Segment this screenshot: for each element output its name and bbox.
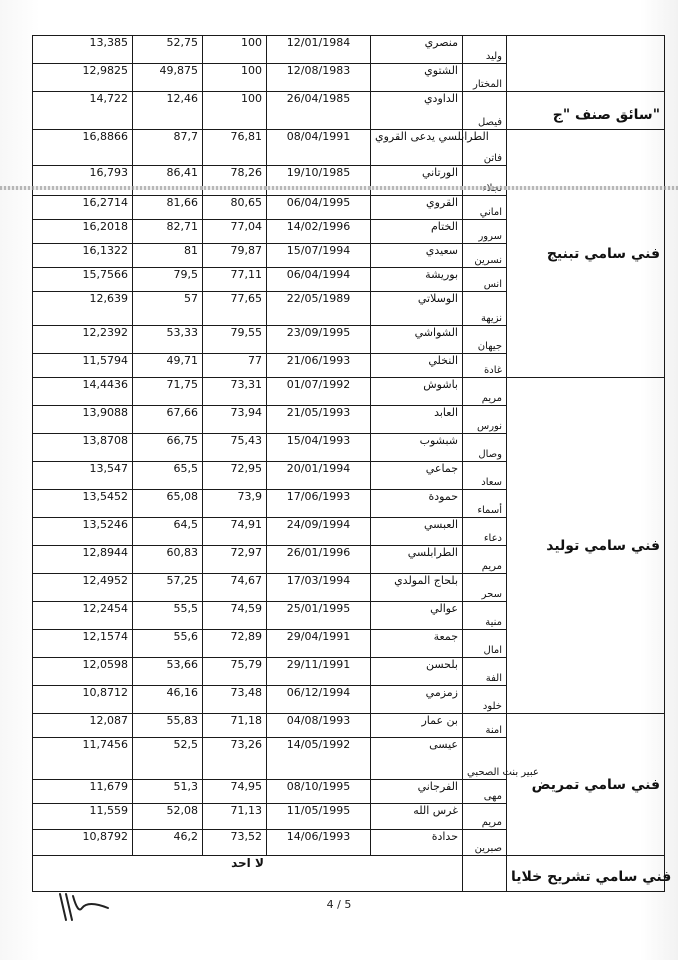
birth-date-cell: 06/04/1994 <box>267 268 371 292</box>
score-cell: 13,385 <box>33 36 133 64</box>
first-avg-cell: 72,95 <box>203 462 267 490</box>
first-name-cell: أسماء <box>463 490 507 518</box>
first-avg-cell: 73,26 <box>203 738 267 780</box>
table-row <box>33 378 665 406</box>
score-cell: 12,2454 <box>33 602 133 630</box>
birth-date-cell: 23/09/1995 <box>267 326 371 354</box>
birth-date-cell: 17/06/1993 <box>267 490 371 518</box>
score-cell: 12,8944 <box>33 546 133 574</box>
last-name-cell: جمعة <box>371 630 463 658</box>
score-cell: 14,4436 <box>33 378 133 406</box>
second-avg-cell: 55,5 <box>133 602 203 630</box>
first-avg-cell: 73,52 <box>203 830 267 856</box>
first-name-cell: مهى <box>463 780 507 804</box>
second-avg-cell: 65,08 <box>133 490 203 518</box>
second-avg-cell: 87,7 <box>133 130 203 166</box>
birth-date-cell: 04/08/1993 <box>267 714 371 738</box>
last-name-cell: الشتوي <box>371 64 463 92</box>
second-avg-cell: 52,75 <box>133 36 203 64</box>
table-row <box>33 130 665 166</box>
first-name-cell: نزيهة <box>463 292 507 326</box>
score-cell: 12,9825 <box>33 64 133 92</box>
birth-date-cell: 14/06/1993 <box>267 830 371 856</box>
score-cell: 12,0598 <box>33 658 133 686</box>
second-avg-cell: 57,25 <box>133 574 203 602</box>
second-avg-cell: 81 <box>133 244 203 268</box>
second-avg-cell: 86,41 <box>133 166 203 196</box>
first-avg-cell: 100 <box>203 36 267 64</box>
first-name-cell: سحر <box>463 574 507 602</box>
birth-date-cell: 08/04/1991 <box>267 130 371 166</box>
birth-date-cell: 06/04/1995 <box>267 196 371 220</box>
second-avg-cell: 65,5 <box>133 462 203 490</box>
first-avg-cell: 76,81 <box>203 130 267 166</box>
birth-date-cell: 22/05/1989 <box>267 292 371 326</box>
second-avg-cell: 79,5 <box>133 268 203 292</box>
birth-date-cell: 24/09/1994 <box>267 518 371 546</box>
first-name-cell: مريم <box>463 378 507 406</box>
score-cell: 11,7456 <box>33 738 133 780</box>
last-name-cell: بلحسن <box>371 658 463 686</box>
last-name-cell: باشوش <box>371 378 463 406</box>
last-name-cell: شبشوب <box>371 434 463 462</box>
first-avg-cell: 79,55 <box>203 326 267 354</box>
second-avg-cell: 46,16 <box>133 686 203 714</box>
birth-date-cell: 06/12/1994 <box>267 686 371 714</box>
first-avg-cell: 75,43 <box>203 434 267 462</box>
birth-date-cell: 08/10/1995 <box>267 780 371 804</box>
category-cell <box>507 36 665 92</box>
second-avg-cell: 52,08 <box>133 804 203 830</box>
score-cell: 10,8712 <box>33 686 133 714</box>
first-name-cell: المختار <box>463 64 507 92</box>
first-name-cell: نسرين <box>463 244 507 268</box>
score-cell: 14,722 <box>33 92 133 130</box>
second-avg-cell: 53,66 <box>133 658 203 686</box>
second-avg-cell: 81,66 <box>133 196 203 220</box>
category-cell: فني سامي تمريض <box>507 714 665 856</box>
second-avg-cell: 46,2 <box>133 830 203 856</box>
first-name-cell: سعاد <box>463 462 507 490</box>
second-avg-cell: 71,75 <box>133 378 203 406</box>
first-avg-cell: 73,48 <box>203 686 267 714</box>
score-cell: 13,5246 <box>33 518 133 546</box>
last-name-cell: غرس الله <box>371 804 463 830</box>
first-name-cell: انس <box>463 268 507 292</box>
second-avg-cell: 82,71 <box>133 220 203 244</box>
first-name-cell: منية <box>463 602 507 630</box>
first-avg-cell: 80,65 <box>203 196 267 220</box>
results-table <box>32 35 672 892</box>
score-cell: 12,4952 <box>33 574 133 602</box>
last-name-cell: منصري <box>371 36 463 64</box>
first-avg-cell: 72,97 <box>203 546 267 574</box>
first-name-cell <box>463 856 507 892</box>
first-avg-cell: 74,59 <box>203 602 267 630</box>
score-cell: 16,793 <box>33 166 133 196</box>
second-avg-cell: 66,75 <box>133 434 203 462</box>
table-row <box>33 856 665 892</box>
second-avg-cell: 12,46 <box>133 92 203 130</box>
last-name-cell: بوريشة <box>371 268 463 292</box>
first-avg-cell: 79,87 <box>203 244 267 268</box>
first-name-cell: خلود <box>463 686 507 714</box>
second-avg-cell: 53,33 <box>133 326 203 354</box>
last-name-cell: جماعي <box>371 462 463 490</box>
last-name-cell: الورتاني <box>371 166 463 196</box>
birth-date-cell: 17/03/1994 <box>267 574 371 602</box>
second-avg-cell: 55,83 <box>133 714 203 738</box>
first-name-cell: دعاء <box>463 518 507 546</box>
first-name-cell: وليد <box>463 36 507 64</box>
last-name-cell: سعيدي <box>371 244 463 268</box>
category-cell: فني سامي توليد <box>507 378 665 714</box>
second-avg-cell: 49,71 <box>133 354 203 378</box>
second-avg-cell: 55,6 <box>133 630 203 658</box>
birth-date-cell: 14/05/1992 <box>267 738 371 780</box>
category-cell: فني سامي تبنيج <box>507 130 665 378</box>
first-avg-cell: 72,89 <box>203 630 267 658</box>
first-name-cell: وصال <box>463 434 507 462</box>
first-avg-cell: 74,95 <box>203 780 267 804</box>
last-name-cell: الطرابلسي <box>371 546 463 574</box>
first-name-cell: فيصل <box>463 92 507 130</box>
first-name-cell: جيهان <box>463 326 507 354</box>
score-cell: 16,2714 <box>33 196 133 220</box>
table-row <box>33 36 665 64</box>
first-name-cell: سرور <box>463 220 507 244</box>
second-avg-cell: 52,5 <box>133 738 203 780</box>
first-name-cell <box>463 166 507 196</box>
last-name-cell: النخلي <box>371 354 463 378</box>
first-name-cell: فاتن <box>463 130 507 166</box>
first-avg-cell: 71,13 <box>203 804 267 830</box>
last-name-cell: عيسى <box>371 738 463 780</box>
birth-date-cell: 29/04/1991 <box>267 630 371 658</box>
first-name-cell: امنة <box>463 714 507 738</box>
birth-date-cell: 12/08/1983 <box>267 64 371 92</box>
no-candidate-cell: لا احد <box>33 856 463 892</box>
first-avg-cell: 74,91 <box>203 518 267 546</box>
scan-artifact-line <box>0 186 678 190</box>
birth-date-cell: 21/05/1993 <box>267 406 371 434</box>
second-avg-cell: 67,66 <box>133 406 203 434</box>
birth-date-cell: 26/04/1985 <box>267 92 371 130</box>
last-name-cell: العابد <box>371 406 463 434</box>
score-cell: 11,5794 <box>33 354 133 378</box>
last-name-cell: الوسلاتي <box>371 292 463 326</box>
last-name-cell: حدادة <box>371 830 463 856</box>
first-name-cell: اماني <box>463 196 507 220</box>
birth-date-cell: 12/01/1984 <box>267 36 371 64</box>
score-cell: 12,087 <box>33 714 133 738</box>
birth-date-cell: 14/02/1996 <box>267 220 371 244</box>
category-cell: سائق صنف "ج" <box>507 92 665 130</box>
score-cell: 13,8708 <box>33 434 133 462</box>
score-cell: 16,8866 <box>33 130 133 166</box>
score-cell: 16,2018 <box>33 220 133 244</box>
first-avg-cell: 100 <box>203 92 267 130</box>
score-cell: 12,2392 <box>33 326 133 354</box>
score-cell: 11,679 <box>33 780 133 804</box>
birth-date-cell: 01/07/1992 <box>267 378 371 406</box>
score-cell: 15,7566 <box>33 268 133 292</box>
first-avg-cell: 71,18 <box>203 714 267 738</box>
first-avg-cell: 78,26 <box>203 166 267 196</box>
first-name-cell: صبرين <box>463 830 507 856</box>
score-cell: 12,639 <box>33 292 133 326</box>
first-avg-cell: 73,31 <box>203 378 267 406</box>
first-name-cell: نورس <box>463 406 507 434</box>
birth-date-cell: 15/04/1993 <box>267 434 371 462</box>
first-name-cell: امال <box>463 630 507 658</box>
birth-date-cell: 21/06/1993 <box>267 354 371 378</box>
results-table-body <box>33 36 672 892</box>
second-avg-cell: 49,875 <box>133 64 203 92</box>
last-name-cell: حمودة <box>371 490 463 518</box>
first-avg-cell: 100 <box>203 64 267 92</box>
score-cell: 13,5452 <box>33 490 133 518</box>
second-avg-cell: 57 <box>133 292 203 326</box>
birth-date-cell: 25/01/1995 <box>267 602 371 630</box>
last-name-cell: الطرابلسي يدعى القروي <box>371 130 463 166</box>
score-cell: 11,559 <box>33 804 133 830</box>
first-name-cell: الفة <box>463 658 507 686</box>
birth-date-cell: 15/07/1994 <box>267 244 371 268</box>
first-name-cell: مريم <box>463 546 507 574</box>
first-avg-cell: 77,11 <box>203 268 267 292</box>
last-name-cell: القروي <box>371 196 463 220</box>
birth-date-cell: 20/01/1994 <box>267 462 371 490</box>
birth-date-cell: 29/11/1991 <box>267 658 371 686</box>
last-name-cell: الختام <box>371 220 463 244</box>
last-name-cell: عوالي <box>371 602 463 630</box>
last-name-cell: الفرجاني <box>371 780 463 804</box>
second-avg-cell: 60,83 <box>133 546 203 574</box>
second-avg-cell: 64,5 <box>133 518 203 546</box>
first-avg-cell: 77,65 <box>203 292 267 326</box>
last-name-cell: الشواشي <box>371 326 463 354</box>
last-name-cell: الداودي <box>371 92 463 130</box>
first-avg-cell: 77,04 <box>203 220 267 244</box>
second-avg-cell: 51,3 <box>133 780 203 804</box>
first-name-cell: عبير بنت الصحبي <box>463 738 507 780</box>
birth-date-cell: 26/01/1996 <box>267 546 371 574</box>
last-name-cell: بلحاج المولدي <box>371 574 463 602</box>
birth-date-cell: 11/05/1995 <box>267 804 371 830</box>
table-row <box>33 714 665 738</box>
last-name-cell: العبسي <box>371 518 463 546</box>
score-cell: 12,1574 <box>33 630 133 658</box>
first-avg-cell: 75,79 <box>203 658 267 686</box>
first-name-cell: غادة <box>463 354 507 378</box>
first-avg-cell: 74,67 <box>203 574 267 602</box>
birth-date-cell: 19/10/1985 <box>267 166 371 196</box>
last-name-cell: بن عمار <box>371 714 463 738</box>
first-avg-cell: 77 <box>203 354 267 378</box>
first-avg-cell: 73,9 <box>203 490 267 518</box>
score-cell: 10,8792 <box>33 830 133 856</box>
first-name-cell: مريم <box>463 804 507 830</box>
last-name-cell: زمزمي <box>371 686 463 714</box>
first-avg-cell: 73,94 <box>203 406 267 434</box>
table-row <box>33 92 665 130</box>
score-cell: 16,1322 <box>33 244 133 268</box>
page-number: 4 / 5 <box>326 898 352 911</box>
score-cell: 13,9088 <box>33 406 133 434</box>
category-cell: فني سامي تشريح خلايا <box>507 856 665 892</box>
score-cell: 13,547 <box>33 462 133 490</box>
